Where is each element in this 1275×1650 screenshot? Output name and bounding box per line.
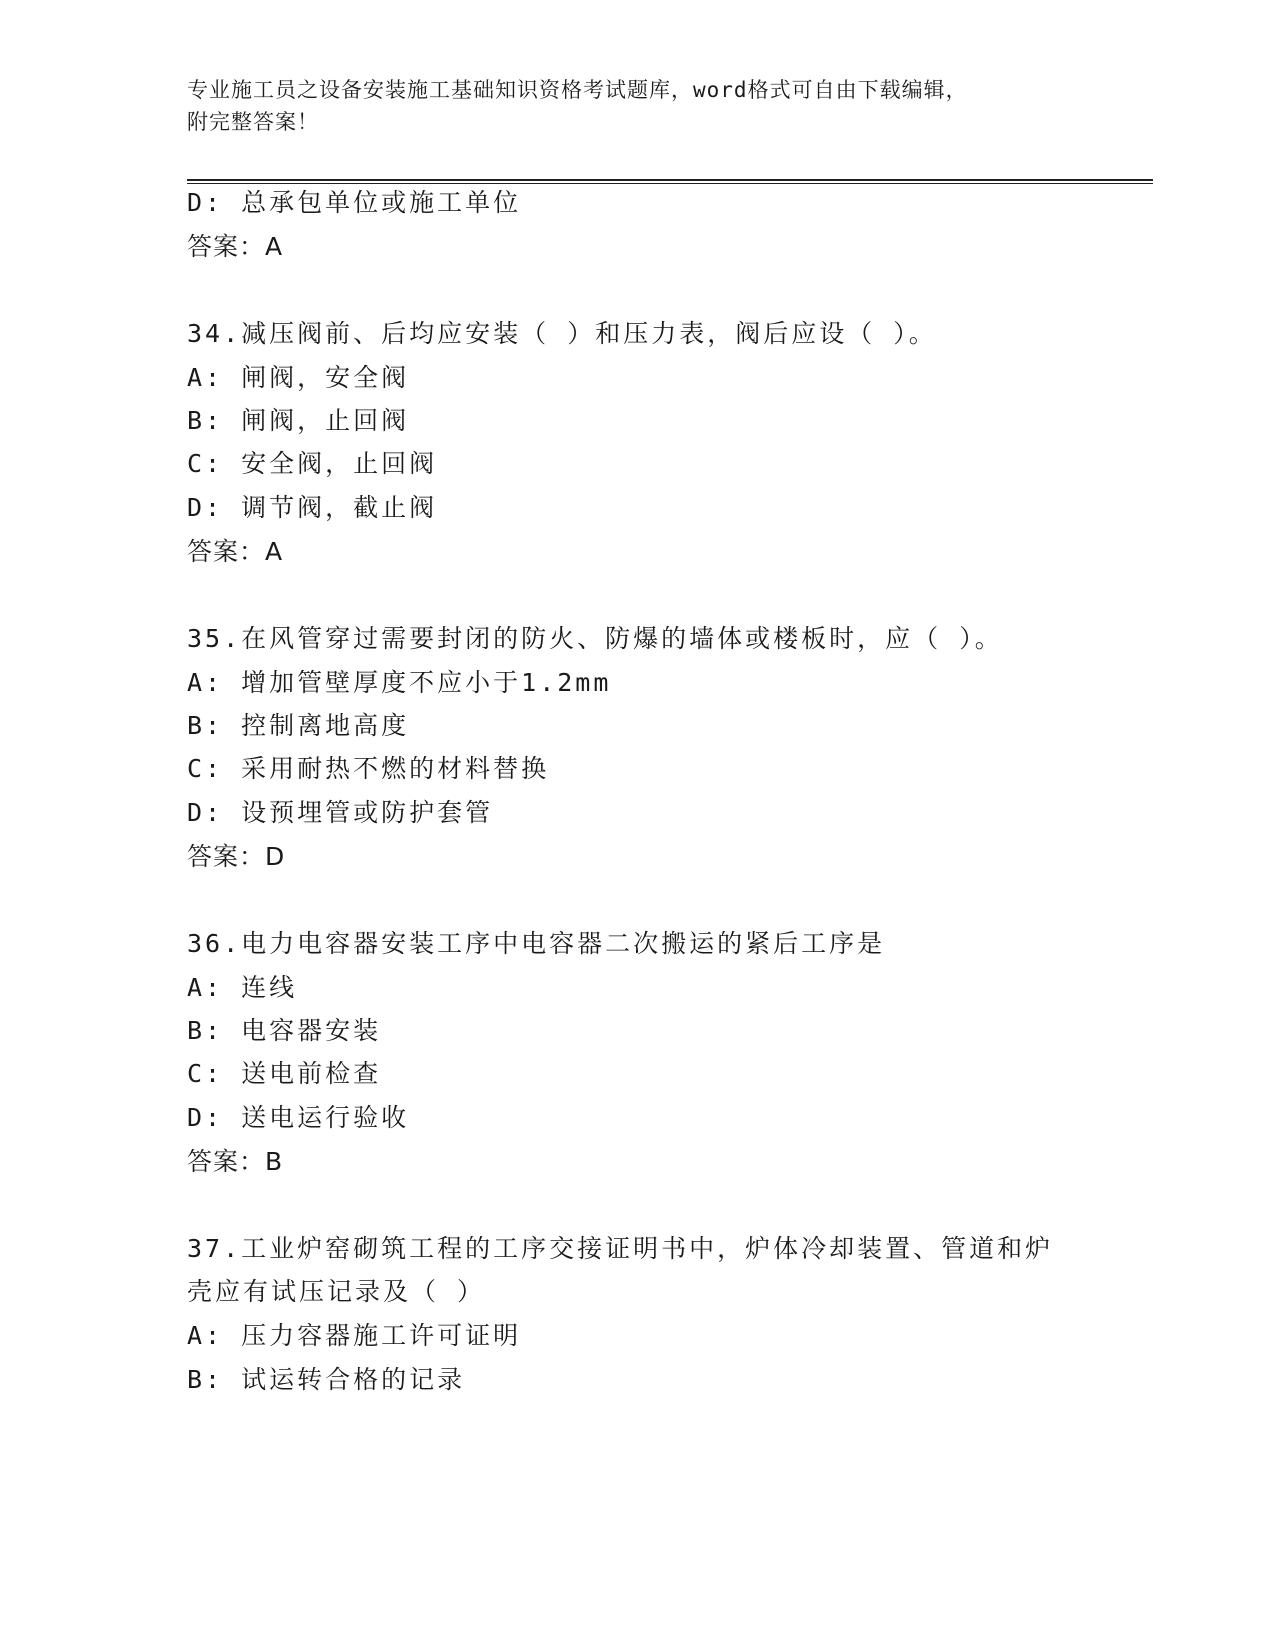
question-35-option-a: A: 增加管壁厚度不应小于1.2mm [187, 668, 612, 697]
question-34-stem: 34.减压阀前、后均应安装（ ）和压力表，阀后应设（ ）。 [187, 319, 937, 348]
question-35-option-b: B: 控制离地高度 [187, 711, 410, 740]
question-37-option-b: B: 试运转合格的记录 [187, 1365, 466, 1394]
document-header [187, 74, 1087, 138]
question-34-option-c: C: 安全阀，止回阀 [187, 449, 438, 478]
question-36-option-b: B: 电容器安装 [187, 1016, 382, 1045]
question-36-option-c: C: 送电前检查 [187, 1059, 382, 1088]
question-34-option-d: D: 调节阀，截止阀 [187, 493, 438, 522]
question-36-option-d: D: 送电运行验收 [187, 1103, 410, 1132]
question-36-stem: 36.电力电容器安装工序中电容器二次搬运的紧后工序是 [187, 929, 886, 958]
question-36-option-a: A: 连线 [187, 973, 298, 1002]
question-37-stem-line-2: 壳应有试压记录及（ ） [187, 1277, 486, 1306]
question-35-stem: 35.在风管穿过需要封闭的防火、防爆的墙体或楼板时，应（ ）。 [187, 624, 1003, 653]
question-35-option-d: D: 设预埋管或防护套管 [187, 798, 494, 827]
question-34-option-b: B: 闸阀，止回阀 [187, 406, 410, 435]
question-35-option-c: C: 采用耐热不燃的材料替换 [187, 754, 550, 783]
question-34-answer: 答案：A [187, 537, 284, 566]
question-37-option-a: A: 压力容器施工许可证明 [187, 1321, 522, 1350]
question-37-stem-line-1: 37.工业炉窑砌筑工程的工序交接证明书中，炉体冷却装置、管道和炉 [187, 1234, 1054, 1263]
question-34-option-a: A: 闸阀，安全阀 [187, 363, 410, 392]
answer-prev: 答案：A [187, 232, 284, 261]
question-36-answer: 答案：B [187, 1147, 284, 1176]
header-line-2: 附完整答案！ [187, 110, 319, 134]
option-d-prev: D: 总承包单位或施工单位 [187, 188, 522, 217]
question-35-answer: 答案：D [187, 842, 286, 871]
header-line-1: 专业施工员之设备安装施工基础知识资格考试题库，word格式可自由下载编辑， [187, 78, 968, 102]
header-divider [187, 179, 1153, 184]
